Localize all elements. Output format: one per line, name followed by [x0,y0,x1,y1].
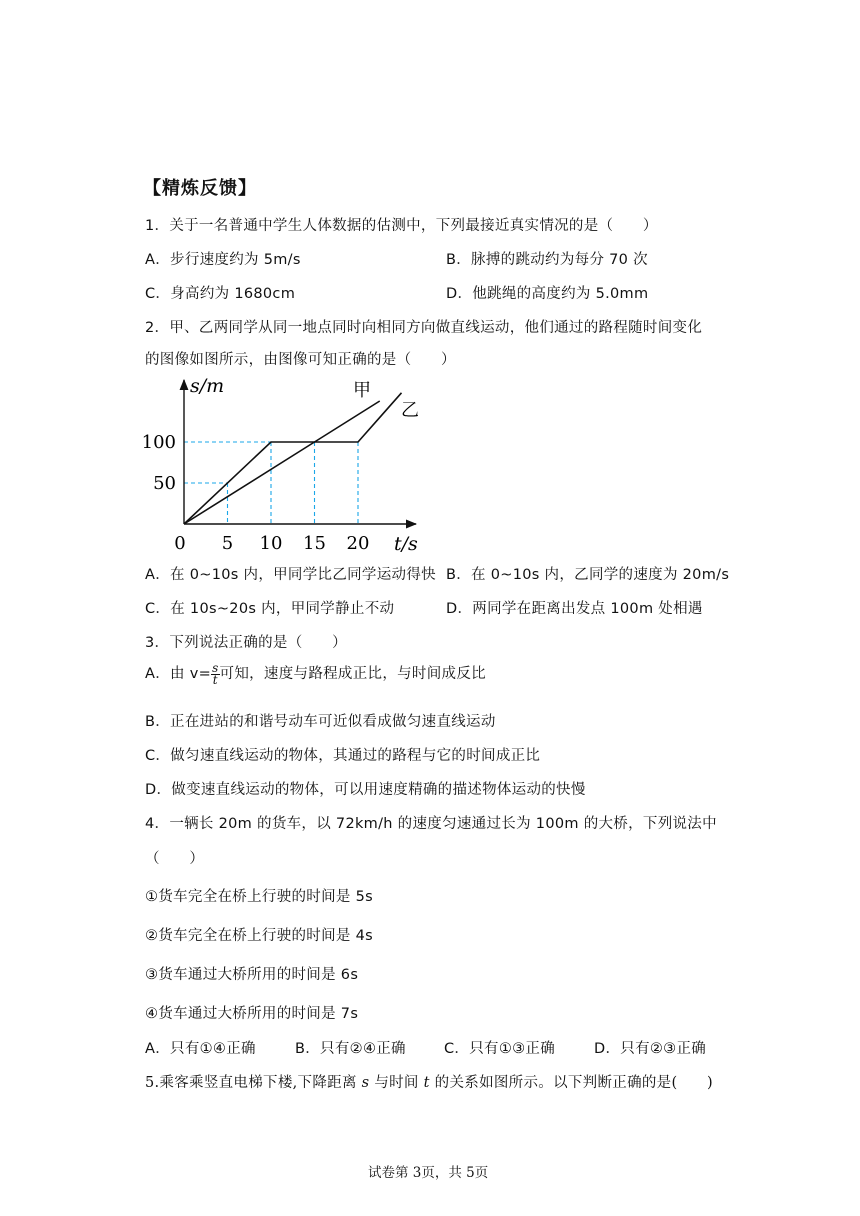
y-tick-label: 100 [141,432,176,453]
q1-option-d: D．他跳绳的高度约为 5.0mm [446,286,649,302]
q4-option-a: A．只有①④正确 [145,1041,256,1057]
q4-option-b: B．只有②④正确 [295,1041,406,1057]
q1-option-b: B．脉搏的跳动约为每分 70 次 [446,252,648,268]
q4-option-c: C．只有①③正确 [444,1041,556,1057]
q2-option-c: C．在 10s~20s 内，甲同学静止不动 [145,601,395,617]
q3-option-a [145,662,486,686]
q1-option-c: C．身高约为 1680cm [145,286,296,302]
x-tick-label: 20 [346,533,370,554]
speed-fraction: $\frac{s}{t}$ [212,660,219,687]
q5-stem: 5.乘客乘竖直电梯下楼,下降距离 s 与时间 t 的关系如图所示。以下判断正确的是( ) [145,1075,713,1091]
q4-stem-line1: 4．一辆长 20m 的货车，以 72km/h 的速度匀速通过长为 100m 的大桥，下列说法中 [145,816,717,832]
q1-option-a: A．步行速度约为 5m/s [145,252,301,268]
page-footer: 试卷第 3页，共 5页 [368,1165,489,1181]
x-tick-label: 15 [303,533,326,554]
q2-option-a: A．在 0~10s 内，甲同学比乙同学运动得快 [145,567,436,583]
q3-stem: 3．下列说法正确的是（ ） [145,635,347,651]
y-axis-label: s/m [190,375,225,397]
q2-option-d: D．两同学在距离出发点 100m 处相遇 [446,601,703,617]
x-tick-label: 0 [174,533,186,554]
q4-option-d: D．只有②③正确 [594,1041,707,1057]
q3-option-c: C．做匀速直线运动的物体，其通过的路程与它的时间成正比 [145,748,541,764]
q3-option-a-prefix: A．由 v= [145,666,212,682]
q2-stem-line2: 的图像如图所示，由图像可知正确的是（ ） [145,352,456,368]
series-label-yi: 乙 [401,400,419,421]
q4-statement-4: ④货车通过大桥所用的时间是 7s [145,1006,359,1022]
x-axis-label: t/s [394,533,418,555]
q3-option-a-suffix: 可知，速度与路程成正比，与时间成反比 [219,666,486,682]
q4-stem-line2: （ ） [145,851,205,867]
s-t-graph [140,372,440,557]
series-label-jia: 甲 [353,380,371,401]
q4-statement-2: ②货车完全在桥上行驶的时间是 4s [145,928,373,944]
q3-option-b: B．正在进站的和谐号动车可近似看成做匀速直线运动 [145,714,496,730]
x-tick-label: 10 [259,533,283,554]
q4-statement-3: ③货车通过大桥所用的时间是 6s [145,967,359,983]
x-tick-label: 5 [221,533,234,554]
y-tick-label: 50 [153,473,176,494]
section-title: 【精炼反馈】 [143,178,257,199]
series-line-yi [184,401,380,524]
dashed-guides [184,442,358,524]
q1-stem: 1．关于一名普通中学生人体数据的估测中，下列最接近真实情况的是（ ） [145,218,658,234]
q3-option-d: D．做变速直线运动的物体，可以用速度精确的描述物体运动的快慢 [145,782,586,798]
q4-statement-1: ①货车完全在桥上行驶的时间是 5s [145,889,373,905]
q2-stem-line1: 2．甲、乙两同学从同一地点同时向相同方向做直线运动，他们通过的路程随时间变化 [145,320,703,336]
q2-option-b: B．在 0~10s 内，乙同学的速度为 20m/s [446,567,730,583]
